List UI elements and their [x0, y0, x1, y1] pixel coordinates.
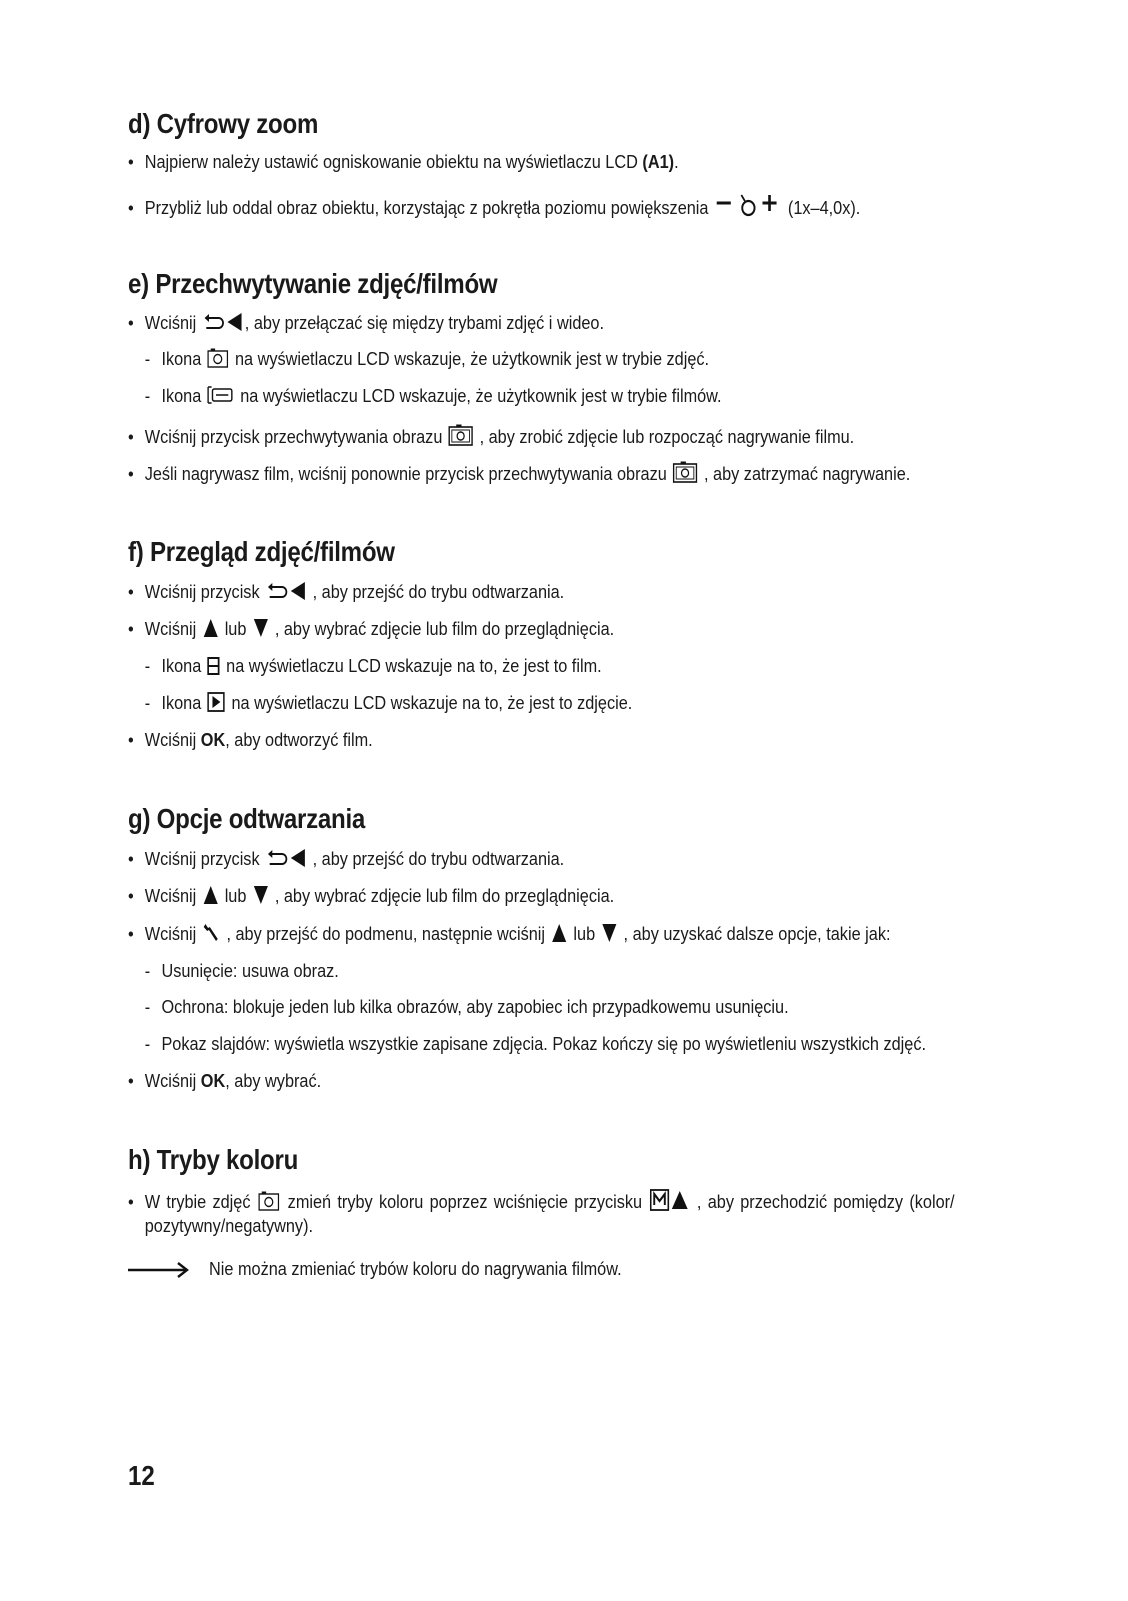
down-arrow-icon — [601, 923, 617, 943]
section-g-title: g) Opcje odtwarzania — [128, 803, 366, 834]
up-arrow-icon — [203, 618, 219, 638]
list-item: • Wciśnij , aby przełączać się między trybami zdjęć i wideo. — [128, 312, 605, 333]
capture-button-icon — [673, 461, 698, 483]
back-left-icon — [266, 581, 306, 601]
note-arrow-icon — [128, 1262, 190, 1278]
film-icon — [208, 657, 220, 675]
list-item: - Ochrona: blokuje jeden lub kilka obrazów, aby zapobiec ich przypadkowemu usunięciu. — [144, 996, 789, 1017]
zoom-dial-icon — [715, 193, 782, 217]
list-item: • Wciśnij lub , aby wybrać zdjęcie lub film do przeglądnięcia. — [128, 618, 615, 639]
back-left-icon — [203, 312, 243, 332]
list-item: • Wciśnij OK, aby wybrać. — [128, 1070, 322, 1091]
section-h-title: h) Tryby koloru — [128, 1144, 299, 1175]
list-item: - Ikona na wyświetlaczu LCD wskazuje na to, że jest to zdjęcie. — [144, 692, 633, 713]
up-arrow-icon — [551, 923, 567, 943]
list-item: • Wciśnij , aby przejść do podmenu, następnie wciśnij lub , aby uzyskać dalsze opcje, takie jak: — [128, 923, 891, 944]
wrench-icon — [203, 923, 221, 943]
section-f-title: f) Przegląd zdjęć/filmów — [128, 536, 395, 567]
section-d-title: d) Cyfrowy zoom — [128, 108, 319, 139]
list-item: - Usunięcie: usuwa obraz. — [144, 960, 339, 981]
list-item: • Wciśnij lub , aby wybrać zdjęcie lub film do przeglądnięcia. — [128, 885, 615, 906]
down-arrow-icon — [253, 885, 269, 905]
back-left-icon — [266, 848, 306, 868]
list-item: • Przybliż lub oddal obraz obiektu, korzystając z pokrętła poziomu powiększenia (1x–4,0x). — [128, 193, 1008, 219]
list-item: - Pokaz slajdów: wyświetla wszystkie zapisane zdjęcia. Pokaz kończy się po wyświetleniu wszystkich zdjęć. — [144, 1033, 927, 1054]
list-item: - Ikona na wyświetlaczu LCD wskazuje na to, że jest to film. — [144, 655, 602, 676]
list-item: • Najpierw należy ustawić ogniskowanie obiektu na wyświetlaczu LCD (A1). — [128, 151, 679, 172]
play-icon — [208, 692, 226, 712]
list-item: • Jeśli nagrywasz film, wciśnij ponownie przycisk przechwytywania obrazu , aby zatrzymać nagrywanie. — [128, 463, 911, 484]
down-arrow-icon — [253, 618, 269, 638]
list-item: • Wciśnij przycisk , aby przejść do trybu odtwarzania. — [128, 848, 565, 869]
capture-button-icon — [449, 424, 474, 446]
note-text: Nie można zmieniać trybów koloru do nagrywania filmów. — [209, 1258, 622, 1279]
list-item: - Ikona na wyświetlaczu LCD wskazuje, że użytkownik jest w trybie zdjęć. — [144, 348, 710, 369]
camera-icon — [259, 1191, 280, 1211]
list-item: • Wciśnij przycisk , aby przejść do trybu odtwarzania. — [128, 581, 565, 602]
list-item: • Wciśnij przycisk przechwytywania obrazu , aby zrobić zdjęcie lub rozpocząć nagrywanie filmu. — [128, 426, 855, 447]
video-camera-icon — [208, 385, 234, 405]
list-item: • W trybie zdjęć zmień tryby koloru poprzez wciśnięcie przycisku , aby przechodzić pomiędzy (kolor/ — [128, 1191, 955, 1212]
list-item: • Wciśnij OK, aby odtworzyć film. — [128, 729, 373, 750]
section-e-title: e) Przechwytywanie zdjęć/filmów — [128, 268, 498, 299]
page-number: 12 — [128, 1460, 155, 1491]
up-arrow-icon — [203, 885, 219, 905]
list-item-continuation: pozytywny/negatywny). — [144, 1215, 314, 1236]
camera-icon — [208, 348, 229, 368]
mode-up-button-icon — [650, 1189, 689, 1211]
list-item: - Ikona na wyświetlaczu LCD wskazuje, że użytkownik jest w trybie filmów. — [144, 385, 722, 406]
